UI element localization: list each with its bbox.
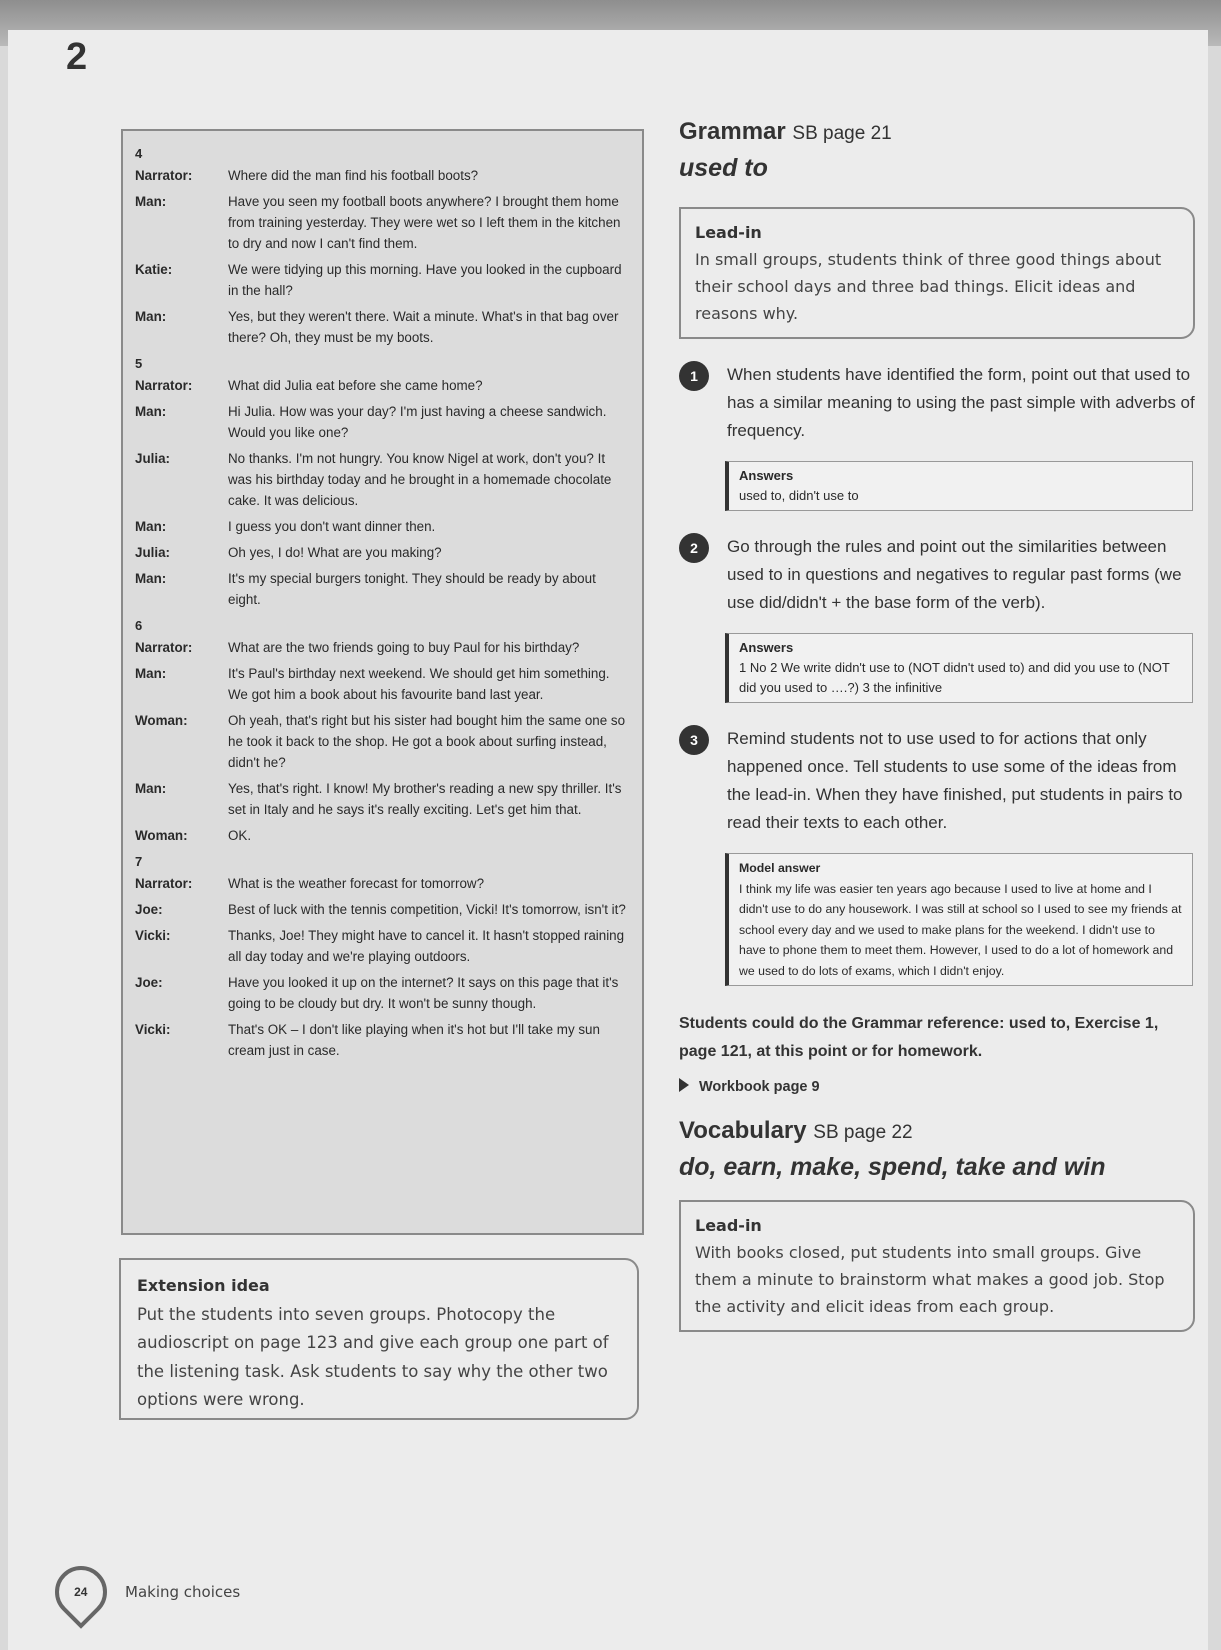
script-line: [135, 925, 630, 967]
speaker: Man:: [135, 194, 167, 209]
script-line: [135, 568, 630, 610]
grammar-heading: [679, 118, 1199, 146]
grammar-reference-note: Students could do the Grammar reference: used to, Exercise 1, page 121, at this point or for homework.: [679, 1015, 1159, 1060]
script-line: [135, 663, 630, 705]
location-pin-icon: [44, 1555, 118, 1629]
answer-label: Answers: [739, 468, 794, 483]
workbook-ref: [679, 1078, 1199, 1095]
vocabulary-heading: [679, 1117, 1199, 1145]
script-text: Thanks, Joe! They might have to cancel it. It hasn't stopped raining all day today and we're playing outdoors.: [228, 928, 625, 964]
right-column: [679, 118, 1199, 1332]
step-text: Go through the rules and point out the similarities between used to in questions and negatives to regular past forms (we use did/didn't + the base form of the verb).: [727, 537, 1182, 612]
script-text: No thanks. I'm not hungry. You know Nigel at work, don't you? It was his birthday today and he brought in a homemade chocolate cake. It was delicious.: [228, 451, 612, 508]
answer-text: 1 No 2 We write didn't use to (NOT didn't used to) and did you use to (NOT did you used to ….?) 3 the infinitive: [739, 660, 1170, 695]
vocab-leadin-title: Lead-in: [695, 1216, 762, 1235]
speaker: Vicki:: [135, 1022, 171, 1037]
speaker: Man:: [135, 666, 167, 681]
step-text: When students have identified the form, point out that used to has a similar meaning to using the past simple with adverbs of frequency.: [727, 365, 1195, 440]
section-number: 5: [135, 356, 143, 371]
step-number-badge: 1: [679, 361, 709, 391]
vocabulary-title: Vocabulary: [679, 1117, 807, 1144]
vocab-leadin-text: With books closed, put students into small groups. Give them a minute to brainstorm what makes a good job. Stop the activity and elicit ideas from each group.: [695, 1243, 1165, 1316]
speaker: Julia:: [135, 545, 170, 560]
page-number: 24: [74, 1585, 88, 1600]
script-line: [135, 448, 630, 511]
script-line: [135, 259, 630, 301]
script-text: What did Julia eat before she came home?: [228, 378, 483, 393]
step-number-badge: 3: [679, 725, 709, 755]
vocabulary-subheading: do, earn, make, spend, take and win: [679, 1153, 1106, 1181]
script-line: [135, 375, 630, 396]
script-line: [135, 825, 630, 846]
workbook-label: Workbook page 9: [699, 1079, 820, 1095]
speaker: Julia:: [135, 451, 170, 466]
grammar-step: [679, 361, 1199, 445]
script-line: [135, 542, 630, 563]
answer-text: I think my life was easier ten years ago because I used to live at home and I didn't use to do any housework. I was still at school so I used to see my friends at school every day and we used to make plans for the weekend. I didn't use to have to phone them to meet them. However, I used to do a lot of homework and we used to do lots of exams, which I didn't enjoy.: [739, 881, 1182, 978]
script-text: What are the two friends going to buy Paul for his birthday?: [228, 640, 580, 655]
script-line: [135, 1019, 630, 1061]
speaker: Man:: [135, 571, 167, 586]
speaker: Woman:: [135, 828, 188, 843]
script-text: Best of luck with the tennis competition, Vicki! It's tomorrow, isn't it?: [228, 902, 626, 917]
answer-label: Answers: [739, 640, 794, 655]
script-line: [135, 778, 630, 820]
script-text: That's OK – I don't like playing when it's hot but I'll take my sun cream just in case.: [228, 1022, 600, 1058]
speaker: Man:: [135, 309, 167, 324]
speaker: Man:: [135, 519, 167, 534]
script-text: Hi Julia. How was your day? I'm just having a cheese sandwich. Would you like one?: [228, 404, 607, 440]
speaker: Joe:: [135, 902, 163, 917]
script-line: [135, 306, 630, 348]
script-text: Oh yeah, that's right but his sister had bought him the same one so he took it back to the shop. He got a book about surfing instead, didn't he?: [228, 713, 626, 770]
unit-title: Making choices: [125, 1583, 241, 1601]
extension-idea-box: [119, 1258, 639, 1420]
speaker: Vicki:: [135, 928, 171, 943]
vocabulary-sb-ref: SB page 22: [813, 1122, 913, 1143]
script-text: I guess you don't want dinner then.: [228, 519, 436, 534]
speaker: Woman:: [135, 713, 188, 728]
script-line: [135, 516, 630, 537]
answer-label: Model answer: [739, 861, 821, 875]
answer-box: [725, 633, 1193, 703]
answer-box: [725, 461, 1193, 511]
leadin-title: Lead-in: [695, 223, 762, 242]
script-text: Yes, that's right. I know! My brother's reading a new spy thriller. It's set in Italy and he says it's really exciting. Let's get him that.: [228, 781, 622, 817]
script-line: [135, 899, 630, 920]
script-text: It's Paul's birthday next weekend. We should get him something. We got him a book about his favourite band last year.: [228, 666, 610, 702]
script-line: [135, 873, 630, 894]
speaker: Narrator:: [135, 168, 193, 183]
grammar-step: [679, 725, 1199, 837]
grammar-leadin-box: [679, 207, 1195, 339]
section-number: 7: [135, 854, 143, 869]
script-line: [135, 401, 630, 443]
grammar-title: Grammar: [679, 118, 786, 145]
speaker: Joe:: [135, 975, 163, 990]
play-arrow-icon: [679, 1078, 689, 1092]
answer-text: used to, didn't use to: [739, 488, 859, 503]
speaker: Man:: [135, 404, 167, 419]
grammar-subheading: used to: [679, 154, 768, 182]
vocabulary-leadin-box: [679, 1200, 1195, 1332]
script-text: Have you seen my football boots anywhere? I brought them home from training yesterday. They were wet so I left them in the kitchen to dry and now I can't find them.: [228, 194, 621, 251]
speaker: Narrator:: [135, 378, 193, 393]
script-text: We were tidying up this morning. Have you looked in the cupboard in the hall?: [228, 262, 622, 298]
script-line: [135, 191, 630, 254]
grammar-sb-ref: SB page 21: [792, 123, 892, 144]
unit-number: 2: [66, 36, 88, 78]
answer-box: [725, 853, 1193, 986]
page-footer: [55, 1566, 240, 1618]
script-text: Oh yes, I do! What are you making?: [228, 545, 442, 560]
step-text: Remind students not to use used to for actions that only happened once. Tell students to use some of the ideas from the lead-in. When they have finished, put students in pairs to read their texts to each other.: [727, 729, 1183, 832]
script-text: Yes, but they weren't there. Wait a minute. What's in that bag over there? Oh, they must be my boots.: [228, 309, 619, 345]
script-text: Where did the man find his football boots?: [228, 168, 479, 183]
grammar-steps: [679, 361, 1199, 986]
script-line: [135, 710, 630, 773]
script-line: [135, 972, 630, 1014]
speaker: Man:: [135, 781, 167, 796]
speaker: Narrator:: [135, 640, 193, 655]
script-line: [135, 637, 630, 658]
audioscript-box: [121, 129, 644, 1235]
extension-title: Extension idea: [137, 1276, 270, 1295]
step-number-badge: 2: [679, 533, 709, 563]
grammar-step: [679, 533, 1199, 617]
script-text: Have you looked it up on the internet? It says on this page that it's going to be cloudy but dry. It won't be sunny though.: [228, 975, 619, 1011]
extension-text: Put the students into seven groups. Photocopy the audioscript on page 123 and give each group one part of the listening task. Ask students to say why the other two options were wrong.: [137, 1304, 609, 1409]
leadin-text: In small groups, students think of three good things about their school days and three bad things. Elicit ideas and reasons why.: [695, 250, 1162, 323]
speaker: Katie:: [135, 262, 173, 277]
script-text: What is the weather forecast for tomorrow?: [228, 876, 485, 891]
script-text: It's my special burgers tonight. They should be ready by about eight.: [228, 571, 596, 607]
section-number: 6: [135, 618, 143, 633]
script-text: OK.: [228, 828, 252, 843]
speaker: Narrator:: [135, 876, 193, 891]
script-line: [135, 165, 630, 186]
section-number: 4: [135, 146, 143, 161]
